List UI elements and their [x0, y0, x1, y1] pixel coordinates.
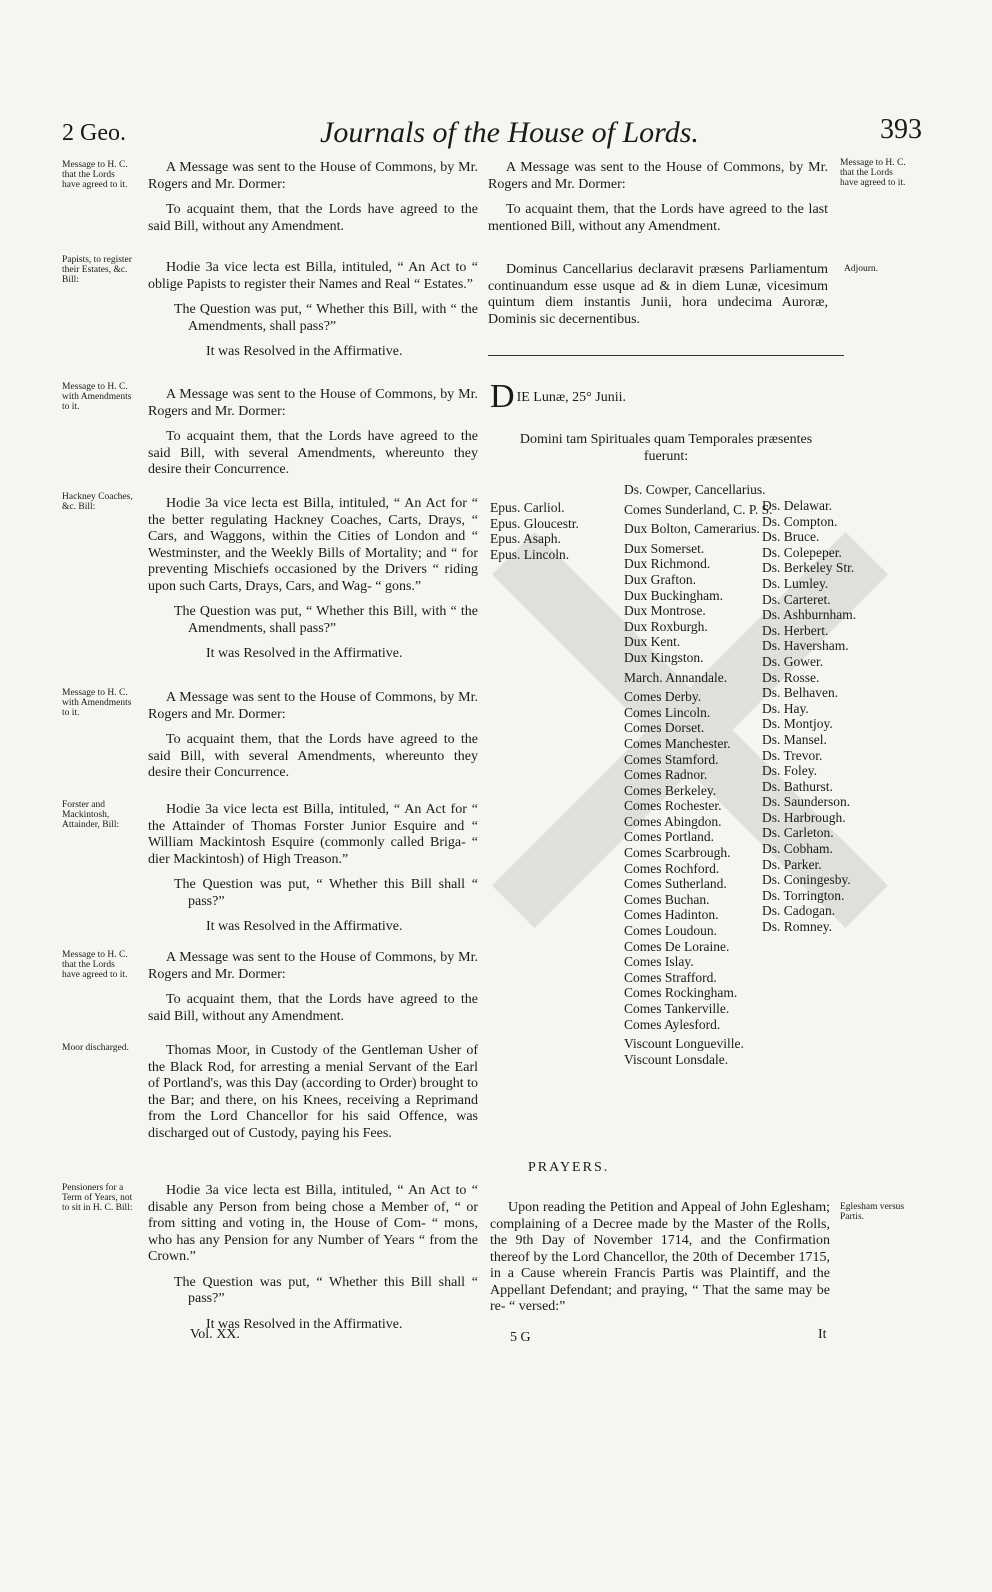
name-entry: Ds. Ashburnham. — [762, 607, 857, 623]
name-entry: Ds. Coningesby. — [762, 872, 851, 888]
running-head-reign: 2 Geo. — [62, 120, 126, 146]
name-entry: Ds. Gower. — [762, 653, 824, 669]
name-entry: Comes Loudoun. — [624, 923, 717, 939]
name-entry: Comes Rochford. — [624, 860, 720, 876]
margin-note: Message to H. C. that the Lords have agreed to it. — [62, 160, 128, 190]
name-entry: Ds. Belhaven. — [762, 685, 839, 701]
name-entry: March. Annandale. — [624, 669, 728, 685]
name-entry: Comes Berkeley. — [624, 782, 717, 798]
name-entry: Viscount Longueville. — [624, 1036, 744, 1052]
name-entry: Ds. Lumley. — [762, 575, 829, 591]
name-entry: Ds. Hay. — [762, 700, 809, 716]
name-entry: Ds. Colepeper. — [762, 544, 842, 560]
margin-note: Hackney Coaches, &c. Bill: — [62, 492, 133, 512]
name-entry: Comes Hadinton. — [624, 907, 719, 923]
name-entry: Ds. Carleton. — [762, 825, 834, 841]
entry-moor-discharged: Thomas Moor, in Custody of the Gentleman Usher of the Black Rod, for arresting a menial Servant of the Earl of Portland's, was this Day (according to Order) brought to the Bar; and there, on his Knees, receiving a Reprimand from the Lord Chancellor for his said Offence, was discharged out of Custody, paying his Fees. — [148, 1043, 478, 1141]
date-heading: DIE Lunæ, 25° Junii. — [490, 378, 626, 415]
name-entry: Viscount Lonsdale. — [624, 1051, 729, 1067]
name-entry: Ds. Parker. — [762, 856, 822, 872]
name-entry: Ds. Compton. — [762, 513, 838, 529]
divider — [488, 355, 844, 356]
name-entry: Comes Strafford. — [624, 969, 717, 985]
name-entry: Ds. Trevor. — [762, 747, 823, 763]
margin-note: Message to H. C. with Amendments to it. — [62, 382, 132, 412]
margin-note: Pensioners for a Term of Years, not to sit in H. C. Bill: — [62, 1183, 133, 1213]
name-entry: Ds. Harbrough. — [762, 809, 846, 825]
name-entry: Comes De Loraine. — [624, 938, 730, 954]
margin-note: Message to H. C. that the Lords have agreed to it. — [840, 158, 906, 188]
name-entry: Comes Lincoln. — [624, 704, 711, 720]
name-entry: Ds. Haversham. — [762, 638, 849, 654]
margin-note: Message to H. C. with Amendments to it. — [62, 688, 132, 718]
name-entry: Comes Stamford. — [624, 751, 719, 767]
entry-eglesham-petition: Upon reading the Petition and Appeal of John Eglesham; complaining of a Decree made by the Master of the Rolls, the 9th Day of November 1714, and the Confirmation thereof by the Lord Chancellor, the 20th of December 1715, in a Cause wherein Francis Partis was Plaintiff, and the Appellant Defendant; and praying, “ That the same may be re- “ versed:” — [490, 1200, 830, 1314]
name-entry: Comes Derby. — [624, 689, 702, 705]
name-entry: Ds. Rosse. — [762, 669, 820, 685]
entry-papists-bill: Hodie 3a vice lecta est Billa, intituled, “ An Act to “ oblige Papists to register their Names and Real “ Estates.” The Question was put, “ Whether this Bill, with “ the Amendments, shall pass?” It was Resolved in the Affirmative. — [148, 260, 478, 359]
name-entry: Ds. Cobham. — [762, 841, 833, 857]
name-entry: Dux Bolton, Camerarius. — [624, 521, 760, 537]
name-entry: Comes Manchester. — [624, 735, 731, 751]
name-entry: Epus. Lincoln. — [490, 546, 570, 562]
name-entry: Dux Roxburgh. — [624, 618, 708, 634]
entry-attainder-bill: Hodie 3a vice lecta est Billa, intituled, “ An Act for “ the Attainder of Thomas Forster Junior Esquire and “ William Mackintosh Esquire (commonly called Briga- “ dier Mackintosh) of High Treason.” The Question was put, “ Whether this Bill shall “ pass?” It was Resolved in the Affirmative. — [148, 802, 478, 934]
entry-message-1: A Message was sent to the House of Commons, by Mr. Rogers and Mr. Dormer: To acquaint them, that the Lords have agreed to the said Bill, without any Amendment. — [148, 160, 478, 234]
name-entry: Comes Sunderland, C. P. S. — [624, 501, 773, 517]
name-entry: Epus. Carliol. — [490, 500, 565, 515]
name-entry: Dux Kingston. — [624, 649, 704, 665]
name-entry: Comes Portland. — [624, 829, 714, 845]
entry-message-3: A Message was sent to the House of Commons, by Mr. Rogers and Mr. Dormer: To acquaint them, that the Lords have agreed to the said Bill, with several Amendments, whereunto they desire their Concurrence. — [148, 690, 478, 780]
name-entry: Comes Buchan. — [624, 891, 710, 907]
margin-note: Forster and Mackintosh, Attainder, Bill: — [62, 800, 120, 830]
margin-note: Moor discharged. — [62, 1043, 129, 1053]
name-entry: Ds. Romney. — [762, 919, 832, 935]
entry-message-4: A Message was sent to the House of Commons, by Mr. Rogers and Mr. Dormer: To acquaint them, that the Lords have agreed to the said Bill, without any Amendment. — [148, 950, 478, 1024]
page-number: 393 — [880, 114, 922, 145]
name-entry: Dux Buckingham. — [624, 587, 723, 603]
name-entry: Dux Grafton. — [624, 571, 696, 587]
name-entry: Ds. Herbert. — [762, 622, 829, 638]
name-entry: Ds. Montjoy. — [762, 716, 833, 732]
margin-note: Papists, to register their Estates, &c. Bill: — [62, 255, 132, 285]
entry-hackney-bill: Hodie 3a vice lecta est Billa, intituled, “ An Act for “ the better regulating Hackney Coaches, Carts, Drays, “ Cars, and Waggons, within the Cities of London and “ Westminster, and the Weekly Bills of Mortality; and “ for preventing Mischiefs occasioned by the Drivers “ riding upon such Carts, Drays, Cars, and Wag- “ gons.” The Question was put, “ Whether this Bill, with “ the Amendments, shall pass?” It was Resolved in the Affirmative. — [148, 496, 478, 661]
name-entry: Epus. Asaph. — [490, 531, 561, 547]
margin-note: Message to H. C. that the Lords have agreed to it. — [62, 950, 128, 980]
name-entry: Dux Somerset. — [624, 540, 705, 556]
prayers-heading: PRAYERS. — [528, 1160, 610, 1175]
entry-message-2: A Message was sent to the House of Commons, by Mr. Rogers and Mr. Dormer: To acquaint them, that the Lords have agreed to the said Bill, with several Amendments, whereunto they desire their Concurrence. — [148, 387, 478, 477]
name-entry: Ds. Bruce. — [762, 529, 820, 545]
name-entry: Ds. Foley. — [762, 763, 818, 779]
name-entry: Comes Abingdon. — [624, 813, 722, 829]
peers-list — [624, 482, 773, 1067]
presentes-line: Domini tam Spirituales quam Temporales præsentes fuerunt: — [519, 432, 813, 464]
name-entry: Comes Sutherland. — [624, 876, 727, 892]
name-entry: Ds. Carteret. — [762, 591, 831, 607]
name-entry: Dux Montrose. — [624, 603, 706, 619]
name-entry: Ds. Saunderson. — [762, 794, 851, 810]
name-entry: Comes Scarbrough. — [624, 845, 731, 861]
name-entry: Ds. Berkeley Str. — [762, 560, 855, 576]
name-entry: Comes Aylesford. — [624, 1016, 721, 1032]
name-entry: Comes Radnor. — [624, 767, 708, 783]
barons-list — [762, 498, 856, 935]
bishops-list — [490, 500, 579, 562]
name-entry: Comes Dorset. — [624, 720, 705, 736]
name-entry: Ds. Cowper, Cancellarius. — [624, 482, 766, 497]
name-entry: Dux Kent. — [624, 634, 681, 650]
entry-message-right: A Message was sent to the House of Commons, by Mr. Rogers and Mr. Dormer: To acquaint them, that the Lords have agreed to the last mentioned Bill, without any Amendment. — [488, 160, 828, 234]
running-head-title: Journals of the House of Lords. — [320, 116, 699, 149]
margin-note: Eglesham versus Partis. — [840, 1202, 905, 1222]
margin-note: Adjourn. — [844, 264, 879, 274]
name-entry: Comes Rockingham. — [624, 985, 738, 1001]
name-entry: Ds. Delawar. — [762, 498, 833, 513]
name-entry: Ds. Torrington. — [762, 887, 845, 903]
name-entry: Dux Richmond. — [624, 556, 711, 572]
name-entry: Ds. Cadogan. — [762, 903, 836, 919]
name-entry: Ds. Bathurst. — [762, 778, 833, 794]
name-entry: Ds. Mansel. — [762, 731, 827, 747]
name-entry: Comes Tankerville. — [624, 1001, 730, 1016]
name-entry: Comes Islay. — [624, 954, 694, 970]
name-entry: Comes Rochester. — [624, 798, 722, 814]
signature-mark: 5 G — [510, 1330, 531, 1345]
entry-adjournment: Dominus Cancellarius declaravit præsens Parliamentum continuandum esse usque ad & in diem Lunæ, vicesimum quintum diem instantis Junii, hora undecima Auroræ, Dominis sic decernentibus. — [488, 262, 828, 327]
entry-pensioners-bill: Hodie 3a vice lecta est Billa, intituled, “ An Act to “ disable any Person from being chose a Member of, “ or from sitting and voting in, the House of Com- “ mons, who has any Pension for any Number of Years “ from the Crown.” The Question was put, “ Whether this Bill shall “ pass?” It was Resolved in the Affirmative. — [148, 1183, 478, 1332]
name-entry: Epus. Gloucestr. — [490, 515, 579, 531]
catchword: It — [818, 1327, 827, 1342]
volume-label: Vol. XX. — [190, 1327, 240, 1342]
